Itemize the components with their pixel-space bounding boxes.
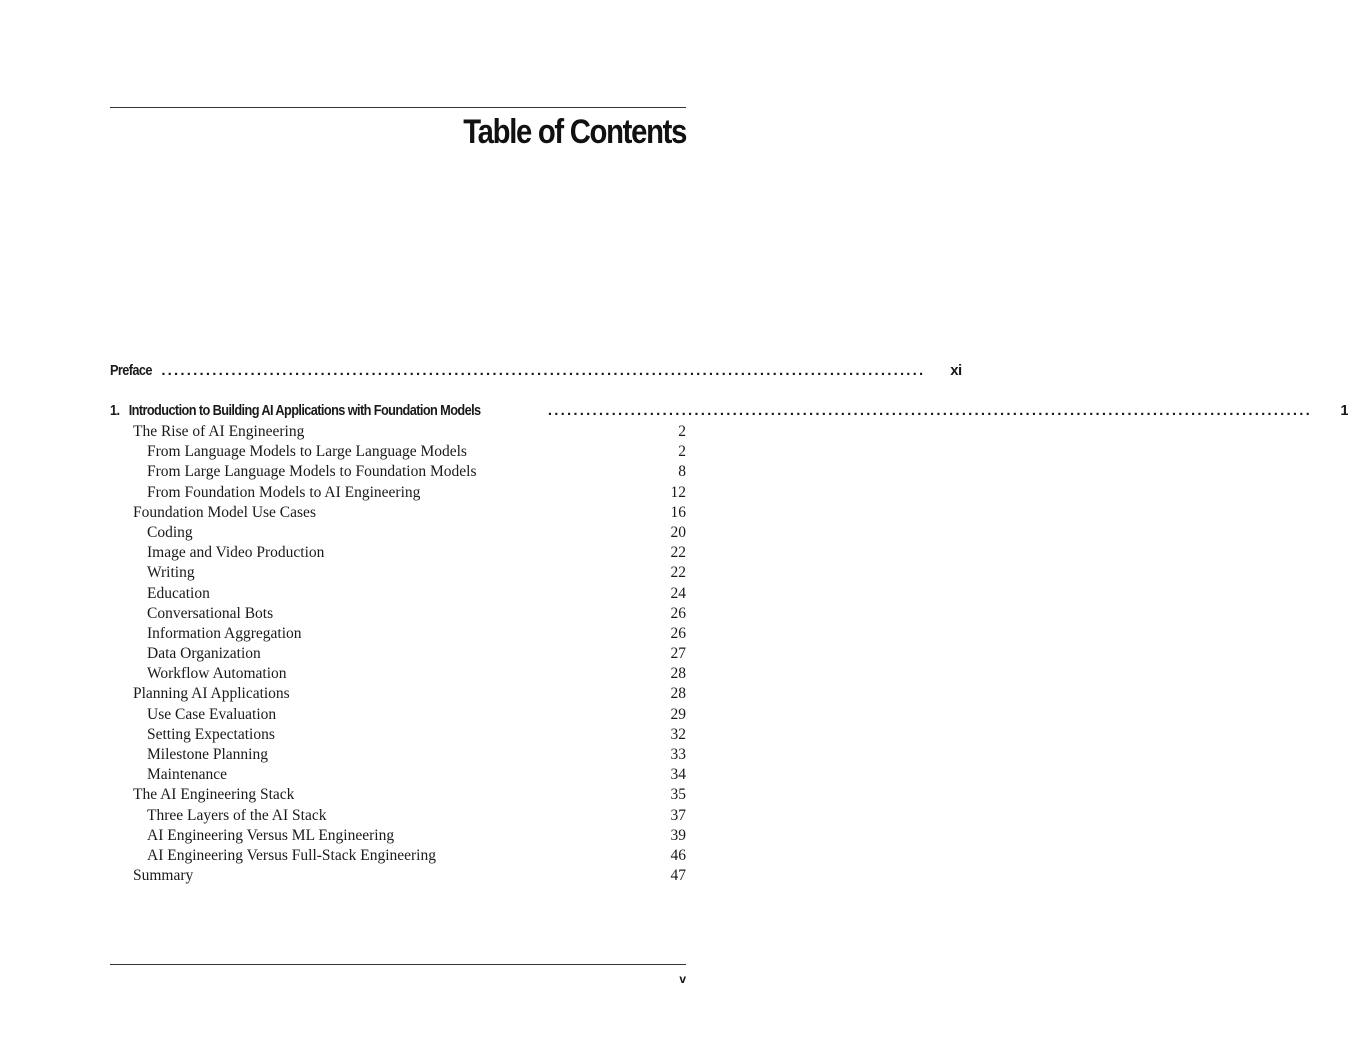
toc-entry-page: 34: [670, 766, 686, 784]
toc-entry-page: 22: [670, 544, 686, 562]
toc-entry-title: From Foundation Models to AI Engineering: [147, 483, 421, 501]
toc-entry-title: Planning AI Applications: [133, 685, 290, 703]
toc-entry-title: AI Engineering Versus Full-Stack Engineering: [147, 846, 436, 864]
toc-entry-page: 33: [670, 746, 686, 763]
toc-entry-title: Image and Video Production: [147, 544, 325, 562]
toc-entry-section[interactable]: [110, 866, 686, 886]
toc-entry-page: xi: [950, 362, 962, 379]
toc-entry-page: 46: [670, 846, 686, 864]
dot-leader: ........................................................................................................................: [161, 362, 926, 379]
toc-entry-page: 26: [670, 624, 686, 642]
toc-entry-section[interactable]: [110, 422, 686, 442]
toc-entry-subsection[interactable]: [110, 624, 686, 644]
dot-leader: ........................................................................................................................: [547, 402, 1313, 419]
toc-entry-title: Maintenance: [147, 766, 228, 784]
toc-entry-page: 32: [670, 725, 686, 743]
toc-entry-page: 39: [670, 826, 686, 844]
toc-entry-title: Summary: [133, 867, 194, 885]
toc-entry-page: 37: [670, 806, 686, 824]
table-of-contents: [110, 360, 1348, 886]
toc-entry-subsection[interactable]: [110, 664, 686, 684]
toc-entry-title: Conversational Bots: [147, 604, 274, 622]
bottom-rule: [110, 964, 686, 965]
toc-entry-title: Setting Expectations: [147, 725, 275, 743]
toc-entry-page: 28: [670, 685, 686, 703]
toc-entry-subsection[interactable]: [110, 563, 686, 583]
toc-entry-title: Coding: [147, 523, 193, 541]
toc-entry-section[interactable]: [110, 684, 686, 704]
toc-entry-page: 28: [670, 665, 686, 683]
toc-entry-title: Three Layers of the AI Stack: [147, 806, 327, 824]
toc-entry-subsection[interactable]: [110, 543, 686, 563]
toc-entry-page: 35: [670, 786, 686, 804]
toc-entry-page: 12: [670, 483, 686, 501]
toc-entry-subsection[interactable]: [110, 745, 686, 765]
toc-entry-page: 2: [678, 423, 686, 440]
toc-entry-title: Writing: [147, 564, 195, 582]
toc-entry-title: From Large Language Models to Foundation Models: [147, 463, 477, 481]
toc-entry-title: Foundation Model Use Cases: [133, 503, 316, 521]
toc-entry-page: 22: [670, 564, 686, 582]
toc-entry-title: Data Organization: [147, 645, 261, 663]
toc-entry-page: 29: [670, 705, 686, 723]
toc-entry-subsection[interactable]: [110, 442, 686, 462]
toc-entry-page: 27: [670, 645, 686, 663]
toc-entry-page: 47: [670, 867, 686, 885]
top-rule: [110, 107, 686, 108]
chapter-title: Introduction to Building AI Applications with Foundation Models: [128, 402, 481, 419]
toc-entry-preface[interactable]: [110, 360, 962, 382]
toc-entry-subsection[interactable]: [110, 765, 686, 785]
toc-entry-subsection[interactable]: [110, 725, 686, 745]
page-title: Table of Contents: [463, 113, 686, 151]
page-number: v: [679, 972, 686, 986]
toc-entry-subsection[interactable]: [110, 584, 686, 604]
toc-entry-title: Education: [147, 584, 210, 602]
toc-entry-subsection[interactable]: [110, 705, 686, 725]
toc-entry-subsection[interactable]: [110, 644, 686, 664]
toc-entry-subsection[interactable]: [110, 846, 686, 866]
toc-entry-page: 20: [670, 523, 686, 541]
toc-entry-page: 24: [670, 584, 686, 602]
chapter-number: 1.: [110, 402, 120, 419]
toc-entry-title: Information Aggregation: [147, 624, 302, 642]
toc-entry-page: 2: [678, 443, 686, 461]
toc-entry-subsection[interactable]: [110, 806, 686, 826]
toc-entry-subsection[interactable]: [110, 826, 686, 846]
toc-entry-subsection[interactable]: [110, 604, 686, 624]
toc-entry-chapter-1[interactable]: [110, 400, 1348, 422]
toc-entry-page: 8: [678, 463, 686, 481]
toc-entry-title: From Language Models to Large Language Models: [147, 443, 467, 461]
toc-entry-subsection[interactable]: [110, 523, 686, 543]
toc-entry-section[interactable]: [110, 503, 686, 523]
toc-entry-title: Milestone Planning: [147, 746, 268, 763]
toc-entry-subsection[interactable]: [110, 483, 686, 503]
toc-entry-title: AI Engineering Versus ML Engineering: [147, 826, 395, 844]
toc-entry-title: The Rise of AI Engineering: [133, 423, 305, 440]
toc-entry-title: Preface: [110, 362, 152, 379]
toc-entry-title: Workflow Automation: [147, 665, 287, 683]
toc-entry-section[interactable]: [110, 785, 686, 805]
chapter-1-entries: [110, 422, 686, 886]
toc-entry-title: Use Case Evaluation: [147, 705, 277, 723]
toc-entry-page: 16: [670, 503, 686, 521]
toc-entry-title: The AI Engineering Stack: [133, 786, 295, 804]
toc-entry-page: 1: [1340, 402, 1348, 419]
toc-entry-page: 26: [670, 604, 686, 622]
toc-entry-subsection[interactable]: [110, 462, 686, 482]
toc-entry-title: [110, 400, 481, 422]
